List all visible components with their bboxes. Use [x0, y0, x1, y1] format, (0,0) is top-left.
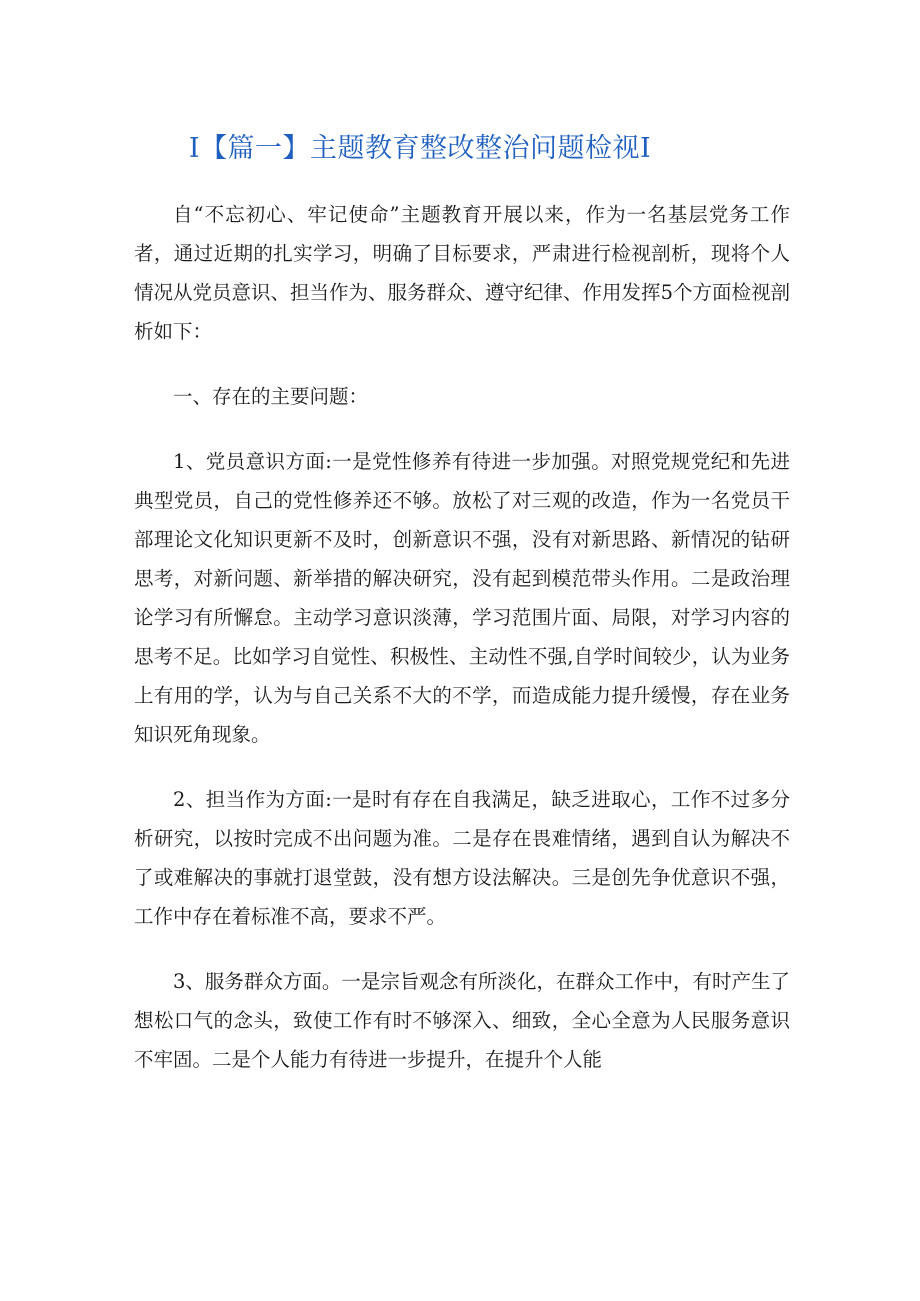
document-title: I【篇一】主题教育整改整治问题检视I	[188, 133, 652, 164]
intro-paragraph: 自“不忘初心、牢记使命”主题教育开展以来，作为一名基层党务工作者，通过近期的扎实学习，明确了目标要求，严肃进行检视剖析，现将个人情况从党员意识、担当作为、服务群众、遵守纪律、作用发挥5个方面检视剖析如下：	[134, 203, 790, 343]
item-paragraph-1: 1、党员意识方面:一是党性修养有待进一步加强。对照党规党纪和先进典型党员，自己的党性修养还不够。放松了对三观的改造，作为一名党员干部理论文化知识更新不及时，创新意识不强，没有对新思路、新情况的钻研思考，对新问题、新举措的解决研究，没有起到模范带头作用。二是政治理论学习有所懈怠。主动学习意识淡薄，学习范围片面、局限，对学习内容的思考不足。比如学习自觉性、积极性、主动性不强,自学时间较少，认为业务上有用的学，认为与自己关系不大的不学，而造成能力提升缓慢，存在业务知识死角现象。	[134, 450, 790, 746]
item-paragraph-3: 3、服务群众方面。一是宗旨观念有所淡化，在群众工作中，有时产生了想松口气的念头，致使工作有时不够深入、细致，全心全意为人民服务意识不牢固。二是个人能力有待进一步提升，在提升个人能	[134, 970, 790, 1071]
section-heading: 一、存在的主要问题：	[173, 385, 369, 408]
item-paragraph-2: 2、担当作为方面:一是时有存在自我满足，缺乏进取心，工作不过多分析研究，以按时完成不出问题为准。二是存在畏难情绪，遇到自认为解决不了或难解决的事就打退堂鼓，没有想方设法解决。三是创先争优意识不强，工作中存在着标准不高，要求不严。	[134, 788, 790, 928]
document-body	[134, 195, 790, 1079]
